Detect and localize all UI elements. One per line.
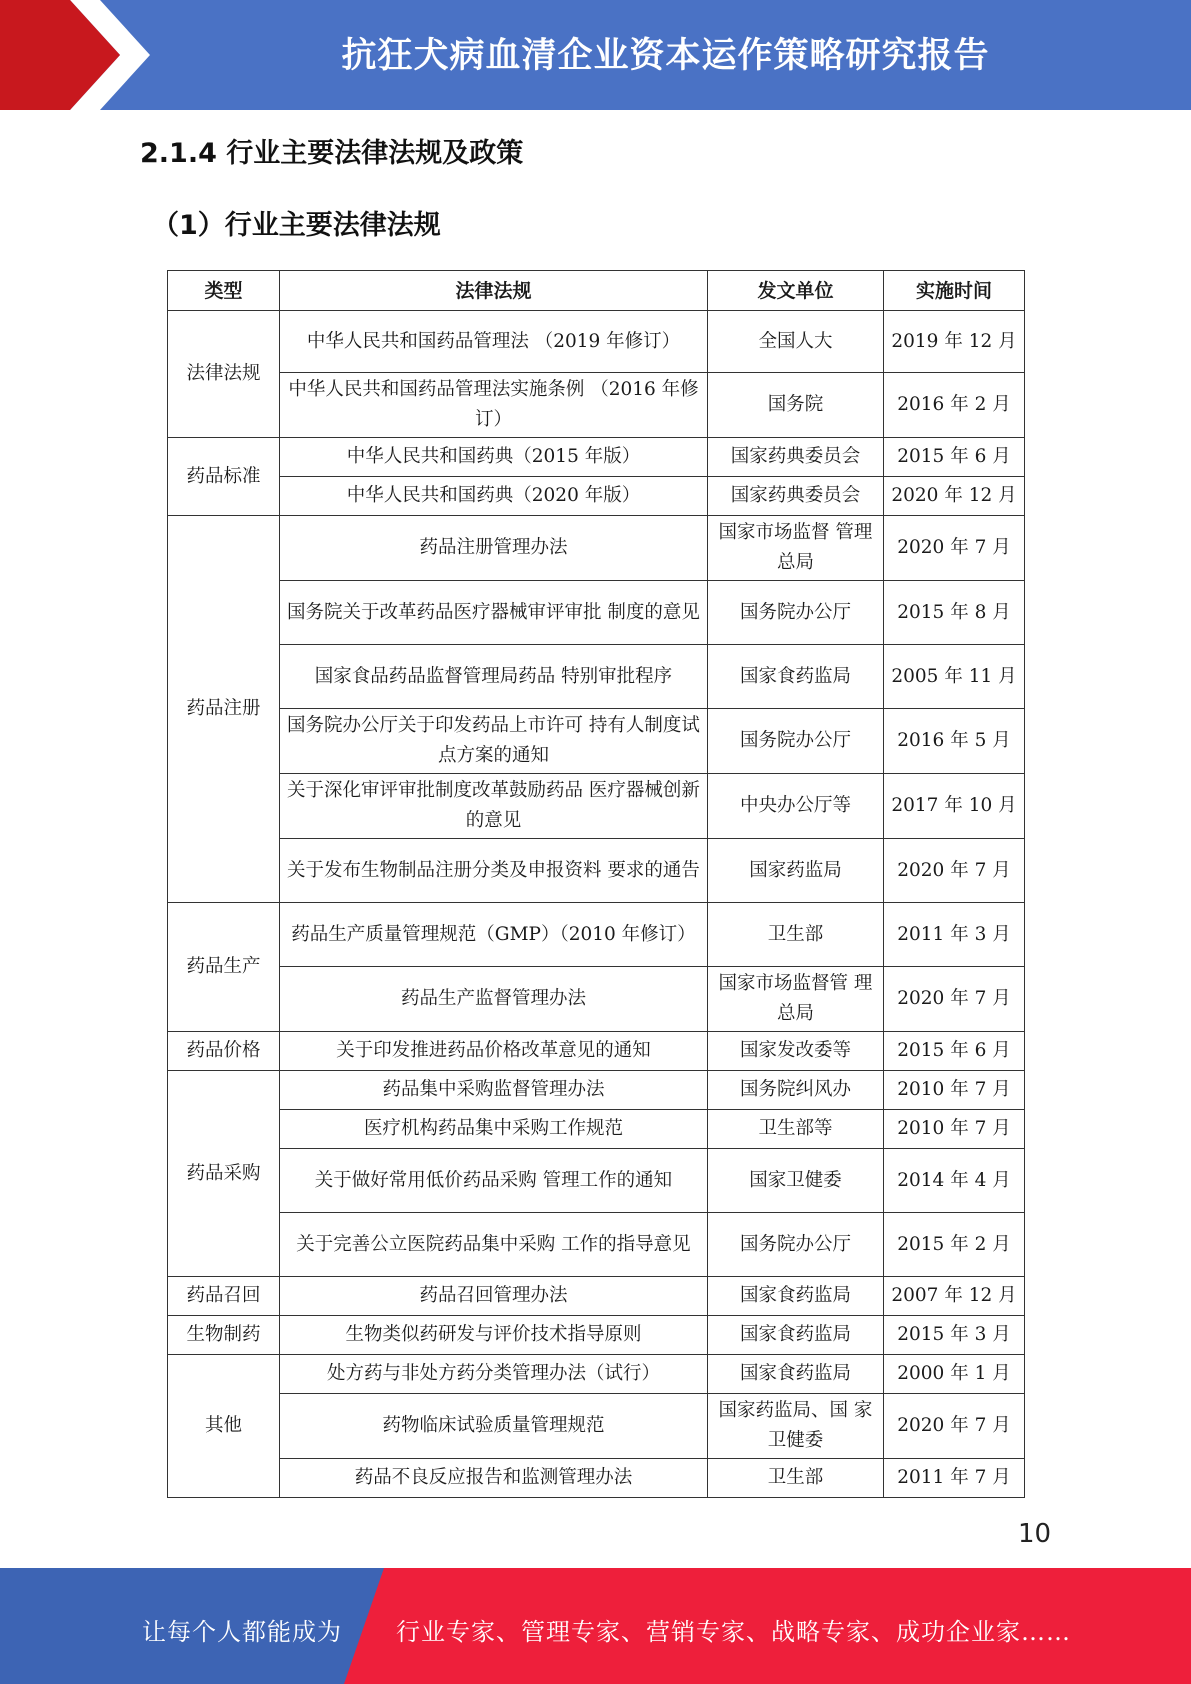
date-cell: 2005 年 11 月 <box>884 645 1025 709</box>
law-cell: 关于印发推进药品价格改革意见的通知 <box>280 1032 708 1071</box>
table-row <box>168 839 1025 903</box>
issuer-cell: 中央办公厅等 <box>708 774 884 839</box>
law-cell: 药品召回管理办法 <box>280 1277 708 1316</box>
table-row <box>168 1355 1025 1394</box>
issuer-cell: 全国人大 <box>708 311 884 373</box>
table-row <box>168 1459 1025 1498</box>
date-cell: 2016 年 5 月 <box>884 709 1025 774</box>
table-row <box>168 1032 1025 1071</box>
type-cell: 药品召回 <box>168 1277 280 1316</box>
table-row <box>168 774 1025 839</box>
header-arrow-icon <box>0 0 160 110</box>
law-cell: 国家食品药品监督管理局药品 特别审批程序 <box>280 645 708 709</box>
issuer-cell: 卫生部 <box>708 1459 884 1498</box>
type-cell: 药品采购 <box>168 1071 280 1277</box>
date-cell: 2010 年 7 月 <box>884 1110 1025 1149</box>
law-cell: 药物临床试验质量管理规范 <box>280 1394 708 1459</box>
table-row <box>168 438 1025 477</box>
issuer-cell: 卫生部 <box>708 903 884 967</box>
date-cell: 2011 年 7 月 <box>884 1459 1025 1498</box>
laws-table <box>167 270 1025 1498</box>
date-cell: 2015 年 8 月 <box>884 581 1025 645</box>
law-cell: 中华人民共和国药典（2020 年版） <box>280 477 708 516</box>
date-cell: 2020 年 12 月 <box>884 477 1025 516</box>
date-cell: 2015 年 6 月 <box>884 1032 1025 1071</box>
date-cell: 2015 年 3 月 <box>884 1316 1025 1355</box>
table-row <box>168 967 1025 1032</box>
date-cell: 2020 年 7 月 <box>884 967 1025 1032</box>
law-cell: 国务院关于改革药品医疗器械审评审批 制度的意见 <box>280 581 708 645</box>
law-cell: 关于发布生物制品注册分类及申报资料 要求的通告 <box>280 839 708 903</box>
type-cell: 药品标准 <box>168 438 280 516</box>
type-cell: 药品生产 <box>168 903 280 1032</box>
table-row <box>168 477 1025 516</box>
table-row <box>168 581 1025 645</box>
issuer-cell: 国家食药监局 <box>708 1355 884 1394</box>
issuer-cell: 国家药监局、国 家卫健委 <box>708 1394 884 1459</box>
issuer-cell: 国家药监局 <box>708 839 884 903</box>
issuer-cell: 国务院纠风办 <box>708 1071 884 1110</box>
type-cell: 其他 <box>168 1355 280 1498</box>
law-cell: 中华人民共和国药品管理法 （2019 年修订） <box>280 311 708 373</box>
table-row <box>168 373 1025 438</box>
date-cell: 2011 年 3 月 <box>884 903 1025 967</box>
table-row <box>168 1394 1025 1459</box>
type-cell: 法律法规 <box>168 311 280 438</box>
date-cell: 2020 年 7 月 <box>884 1394 1025 1459</box>
issuer-cell: 国务院 <box>708 373 884 438</box>
table-row <box>168 1110 1025 1149</box>
date-cell: 2020 年 7 月 <box>884 839 1025 903</box>
header-law: 法律法规 <box>280 271 708 311</box>
section-heading: 2.1.4 行业主要法律法规及政策 <box>140 138 524 169</box>
table-row <box>168 1149 1025 1213</box>
date-cell: 2015 年 2 月 <box>884 1213 1025 1277</box>
page-number: 10 <box>1018 1519 1052 1549</box>
law-cell: 药品生产监督管理办法 <box>280 967 708 1032</box>
date-cell: 2015 年 6 月 <box>884 438 1025 477</box>
issuer-cell: 国务院办公厅 <box>708 581 884 645</box>
footer-banner <box>0 1568 1191 1684</box>
table-row <box>168 903 1025 967</box>
issuer-cell: 国家卫健委 <box>708 1149 884 1213</box>
table-row <box>168 516 1025 581</box>
sub-heading: （1）行业主要法律法规 <box>152 210 441 241</box>
header-type: 类型 <box>168 271 280 311</box>
law-cell: 关于深化审评审批制度改革鼓励药品 医疗器械创新的意见 <box>280 774 708 839</box>
type-cell: 生物制药 <box>168 1316 280 1355</box>
law-cell: 生物类似药研发与评价技术指导原则 <box>280 1316 708 1355</box>
issuer-cell: 国家市场监督管 理总局 <box>708 967 884 1032</box>
type-cell: 药品价格 <box>168 1032 280 1071</box>
table-row <box>168 645 1025 709</box>
header-date: 实施时间 <box>884 271 1025 311</box>
law-cell: 药品集中采购监督管理办法 <box>280 1071 708 1110</box>
law-cell: 关于做好常用低价药品采购 管理工作的通知 <box>280 1149 708 1213</box>
law-cell: 关于完善公立医院药品集中采购 工作的指导意见 <box>280 1213 708 1277</box>
law-cell: 中华人民共和国药品管理法实施条例 （2016 年修订） <box>280 373 708 438</box>
issuer-cell: 国务院办公厅 <box>708 709 884 774</box>
header-issuer: 发文单位 <box>708 271 884 311</box>
date-cell: 2000 年 1 月 <box>884 1355 1025 1394</box>
law-cell: 药品不良反应报告和监测管理办法 <box>280 1459 708 1498</box>
law-cell: 医疗机构药品集中采购工作规范 <box>280 1110 708 1149</box>
footer-slogan-right: 行业专家、管理专家、营销专家、战略专家、成功企业家…… <box>396 1618 1071 1646</box>
law-cell: 药品注册管理办法 <box>280 516 708 581</box>
issuer-cell: 国家药典委员会 <box>708 438 884 477</box>
table-row <box>168 311 1025 373</box>
issuer-cell: 国家食药监局 <box>708 645 884 709</box>
type-cell: 药品注册 <box>168 516 280 903</box>
law-cell: 处方药与非处方药分类管理办法（试行） <box>280 1355 708 1394</box>
table-row <box>168 1277 1025 1316</box>
header-banner <box>0 0 1191 110</box>
issuer-cell: 卫生部等 <box>708 1110 884 1149</box>
date-cell: 2007 年 12 月 <box>884 1277 1025 1316</box>
table-row <box>168 1071 1025 1110</box>
table-row <box>168 709 1025 774</box>
table-header-row <box>168 271 1025 311</box>
law-cell: 药品生产质量管理规范（GMP）（2010 年修订） <box>280 903 708 967</box>
issuer-cell: 国家发改委等 <box>708 1032 884 1071</box>
date-cell: 2019 年 12 月 <box>884 311 1025 373</box>
date-cell: 2017 年 10 月 <box>884 774 1025 839</box>
table-row <box>168 1213 1025 1277</box>
date-cell: 2014 年 4 月 <box>884 1149 1025 1213</box>
issuer-cell: 国家食药监局 <box>708 1277 884 1316</box>
law-cell: 中华人民共和国药典（2015 年版） <box>280 438 708 477</box>
date-cell: 2010 年 7 月 <box>884 1071 1025 1110</box>
date-cell: 2016 年 2 月 <box>884 373 1025 438</box>
issuer-cell: 国务院办公厅 <box>708 1213 884 1277</box>
issuer-cell: 国家食药监局 <box>708 1316 884 1355</box>
report-title: 抗狂犬病血清企业资本运作策略研究报告 <box>341 36 990 76</box>
issuer-cell: 国家药典委员会 <box>708 477 884 516</box>
date-cell: 2020 年 7 月 <box>884 516 1025 581</box>
table-row <box>168 1316 1025 1355</box>
footer-slogan-left: 让每个人都能成为 <box>142 1618 342 1646</box>
law-cell: 国务院办公厅关于印发药品上市许可 持有人制度试点方案的通知 <box>280 709 708 774</box>
issuer-cell: 国家市场监督 管理总局 <box>708 516 884 581</box>
